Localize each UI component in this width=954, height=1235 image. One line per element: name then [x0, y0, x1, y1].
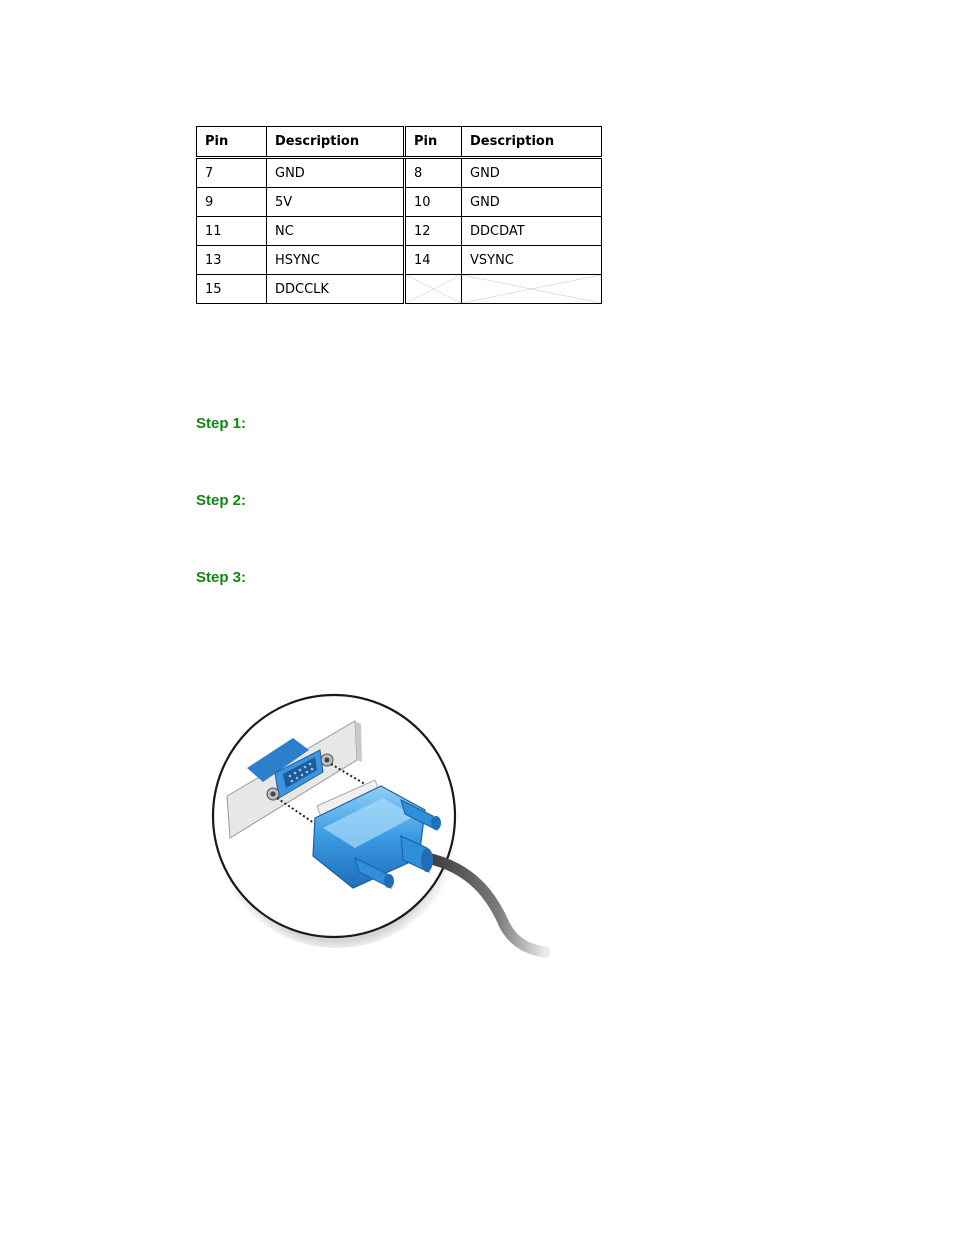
table-row — [197, 246, 602, 275]
header-pin: Pin — [197, 127, 267, 158]
vga-pinout-table — [196, 126, 602, 304]
table-row — [197, 217, 602, 246]
table-header-row — [197, 127, 602, 158]
pin-cell: 8 — [405, 158, 462, 188]
description-cell: NC — [267, 217, 405, 246]
pin-cell: 9 — [197, 188, 267, 217]
description-cell: GND — [462, 158, 602, 188]
step-1-label: Step 1: — [196, 415, 247, 432]
description-cell: 5V — [267, 188, 405, 217]
table-row — [197, 188, 602, 217]
pin-cell: 11 — [197, 217, 267, 246]
cross-mark — [406, 275, 461, 303]
table-row — [197, 275, 602, 304]
pin-cell: 12 — [405, 217, 462, 246]
description-cell: VSYNC — [462, 246, 602, 275]
header-description: Description — [462, 127, 602, 158]
vga-connector-illustration — [205, 688, 550, 960]
cross-mark — [462, 275, 601, 303]
description-cell: DDCDAT — [462, 217, 602, 246]
empty-crossed-cell — [405, 275, 462, 304]
pin-cell: 7 — [197, 158, 267, 188]
description-cell: GND — [462, 188, 602, 217]
empty-crossed-cell — [462, 275, 602, 304]
description-cell: DDCCLK — [267, 275, 405, 304]
header-pin: Pin — [405, 127, 462, 158]
description-cell: GND — [267, 158, 405, 188]
pin-cell: 13 — [197, 246, 267, 275]
pin-cell: 14 — [405, 246, 462, 275]
step-2-label: Step 2: — [196, 492, 247, 509]
pin-cell: 15 — [197, 275, 267, 304]
table-row — [197, 158, 602, 188]
header-description: Description — [267, 127, 405, 158]
pin-cell: 10 — [405, 188, 462, 217]
step-3-label: Step 3: — [196, 569, 247, 586]
description-cell: HSYNC — [267, 246, 405, 275]
